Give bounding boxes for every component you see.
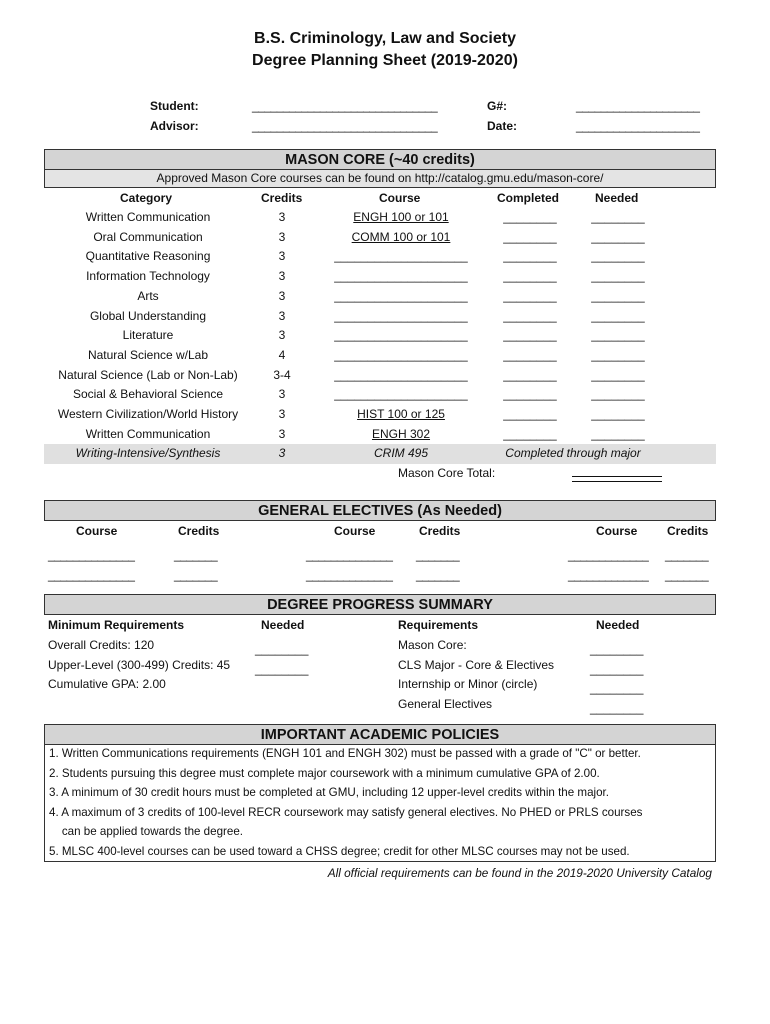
credits-cell: 3 [278,387,286,402]
synthesis-category: Writing-Intensive/Synthesis [75,446,221,460]
elective-course-field[interactable]: ______________ [306,548,393,562]
policy-line: 5. MLSC 400-level courses can be used toward a CHSS degree; credit for other MLSC courses may not be used. [49,845,630,858]
progress-header: DEGREE PROGRESS SUMMARY [44,594,716,615]
completed-field[interactable]: ________ [503,407,557,421]
requirement: Internship or Minor (circle) [398,677,538,692]
needed-field[interactable]: ________ [591,367,645,382]
date-field[interactable]: ____________________ [576,119,700,133]
table-row [44,366,716,386]
policy-line: can be applied towards the degree. [49,825,244,839]
table-row [44,307,716,327]
category-cell: Arts [137,288,159,303]
needed-field[interactable]: ________ [590,681,644,696]
category-cell: Written Communication [85,210,211,224]
synthesis-course: CRIM 495 [373,446,429,460]
date-label: Date: [487,119,518,133]
needed-field[interactable]: ________ [255,642,309,656]
table-row [44,267,716,287]
credits-cell: 3 [278,210,286,224]
table-row [44,425,716,445]
elective-course-header-3: Course [596,524,638,538]
elective-course-field[interactable]: ______________ [306,568,393,582]
category-cell: Social & Behavioral Science [72,387,224,402]
elective-credits-field[interactable]: _______ [174,568,218,582]
needed-field[interactable]: ________ [591,229,645,244]
table-row [44,346,716,366]
category-cell: Natural Science (Lab or Non-Lab) [58,367,238,382]
elective-credits-header-2: Credits [419,524,461,538]
course-cell[interactable]: ____________________ [334,269,468,284]
advisor-field[interactable]: ______________________________ [252,119,438,133]
credits-cell: 3 [278,426,286,441]
policies-box [44,744,716,862]
col-category: Category [120,191,173,205]
col-needed: Needed [595,191,639,205]
elective-credits-field[interactable]: _______ [174,548,218,562]
elective-credits-field[interactable]: _______ [665,548,709,562]
category-cell: Literature [122,328,174,343]
policy-line: 4. A maximum of 3 credits of 100-level RECR coursework may satisfy general electives. No PHED or PRLS courses [49,805,643,819]
table-row [44,385,716,405]
completed-field[interactable]: ________ [503,328,557,343]
needed-field[interactable]: ________ [591,210,645,224]
needed-header-right: Needed [596,618,640,632]
synthesis-row [44,444,716,464]
needed-field[interactable]: ________ [590,661,644,676]
needed-field[interactable]: ________ [591,269,645,284]
credits-cell: 3 [278,308,286,323]
needed-field[interactable]: ________ [591,308,645,323]
student-label: Student: [150,99,199,113]
policy-line: 2. Students pursuing this degree must complete major coursework with a minimum cumulative GPA of 2.00. [49,766,600,780]
elective-course-field[interactable]: ______________ [48,548,135,562]
course-cell[interactable]: ENGH 302 [371,426,431,441]
category-cell: Quantitative Reasoning [85,249,211,264]
credits-cell: 3 [278,269,286,284]
completed-field[interactable]: ________ [503,288,557,303]
page-title: B.S. Criminology, Law and Society [254,30,516,47]
elective-credits-field[interactable]: _______ [416,568,460,582]
completed-field[interactable]: ________ [503,269,557,284]
policy-line: 1. Written Communications requirements (ENGH 101 and ENGH 302) must be passed with a grade of "C" or better. [49,747,641,760]
needed-field[interactable]: ________ [591,249,645,264]
table-row [44,247,716,267]
course-cell[interactable]: ____________________ [334,367,468,382]
course-cell[interactable]: ____________________ [334,249,468,264]
course-cell[interactable]: HIST 100 or 125 [357,407,445,421]
mason-core-header: MASON CORE (~40 credits) [44,149,716,170]
credits-cell: 3 [278,328,286,343]
policy-line: 3. A minimum of 30 credit hours must be completed at GMU, including 12 upper-level credits within the major. [49,786,609,800]
col-course: Course [379,191,421,205]
completed-field[interactable]: ________ [503,249,557,264]
advisor-label: Advisor: [150,119,199,133]
requirements-header: Requirements [398,618,479,632]
elective-credits-field[interactable]: _______ [416,548,460,562]
elective-course-header-2: Course [334,524,376,538]
policies-header: IMPORTANT ACADEMIC POLICIES [44,724,716,745]
col-credits: Credits [261,191,303,205]
needed-field[interactable]: ________ [591,328,645,343]
g-number-field[interactable]: ____________________ [576,99,700,113]
category-cell: Information Technology [86,269,210,284]
course-cell[interactable]: ____________________ [334,288,468,303]
category-cell: Global Understanding [89,308,207,323]
student-field[interactable]: ______________________________ [252,99,438,113]
electives-header: GENERAL ELECTIVES (As Needed) [44,500,716,521]
requirement: Mason Core: [398,638,467,652]
category-cell: Oral Communication [93,229,203,244]
mason-core-total-field[interactable] [572,476,662,482]
table-row [44,228,716,248]
min-requirement: Overall Credits: 120 [48,638,155,652]
category-cell: Written Communication [85,426,211,441]
mason-core-total-label: Mason Core Total: [398,466,496,480]
synthesis-status: Completed through major [505,446,641,460]
needed-field[interactable]: ________ [591,387,645,402]
completed-field[interactable]: ________ [503,426,557,441]
elective-course-field[interactable]: _____________ [568,568,649,582]
min-requirements-header: Minimum Requirements [48,618,185,632]
elective-course-header-1: Course [76,524,118,538]
needed-header-left: Needed [261,618,305,632]
completed-field[interactable]: ________ [503,367,557,382]
course-cell[interactable]: ____________________ [334,347,468,362]
course-cell[interactable]: ____________________ [334,308,468,323]
category-cell: Western Civilization/World History [57,407,239,421]
elective-course-field[interactable]: _____________ [568,548,649,562]
needed-field[interactable]: ________ [590,700,644,715]
course-cell[interactable]: ENGH 100 or 101 [353,210,449,224]
table-row [44,208,716,228]
elective-credits-header-3: Credits [667,524,709,538]
elective-credits-field[interactable]: _______ [665,568,709,582]
completed-field[interactable]: ________ [503,308,557,323]
completed-field[interactable]: ________ [503,347,557,362]
catalog-footnote: All official requirements can be found in the 2019-2020 University Catalog [327,866,712,880]
completed-field[interactable]: ________ [503,229,557,244]
needed-field[interactable]: ________ [591,426,645,441]
credits-cell: 3 [278,229,286,244]
credits-cell: 3 [278,407,286,421]
course-cell[interactable]: COMM 100 or 101 [351,229,451,244]
synthesis-credits: 3 [278,446,286,460]
needed-field[interactable]: ________ [590,642,644,656]
requirement: General Electives [398,696,493,711]
completed-field[interactable]: ________ [503,387,557,402]
elective-credits-header-1: Credits [178,524,220,538]
needed-field[interactable]: ________ [255,661,309,676]
g-number-label: G#: [487,99,508,113]
credits-cell: 3-4 [273,367,291,382]
credits-cell: 4 [278,347,286,362]
course-cell[interactable]: ____________________ [334,328,468,343]
completed-field[interactable]: ________ [503,210,557,224]
table-row [44,405,716,425]
min-requirement: Cumulative GPA: 2.00 [48,677,166,692]
credits-cell: 3 [278,249,286,264]
table-row [44,326,716,346]
col-completed: Completed [497,191,560,205]
table-row [44,287,716,307]
needed-field[interactable]: ________ [591,407,645,421]
course-cell[interactable]: ____________________ [334,387,468,402]
min-requirement: Upper-Level (300-499) Credits: 45 [48,657,231,672]
page-subtitle: Degree Planning Sheet (2019-2020) [252,52,518,69]
elective-course-field[interactable]: ______________ [48,568,135,582]
needed-field[interactable]: ________ [591,347,645,362]
mason-core-note: Approved Mason Core courses can be found on http://catalog.gmu.edu/mason-core/ [44,170,716,188]
credits-cell: 3 [278,288,286,303]
category-cell: Natural Science w/Lab [87,347,209,362]
needed-field[interactable]: ________ [591,288,645,303]
requirement: CLS Major - Core & Electives [398,657,555,672]
